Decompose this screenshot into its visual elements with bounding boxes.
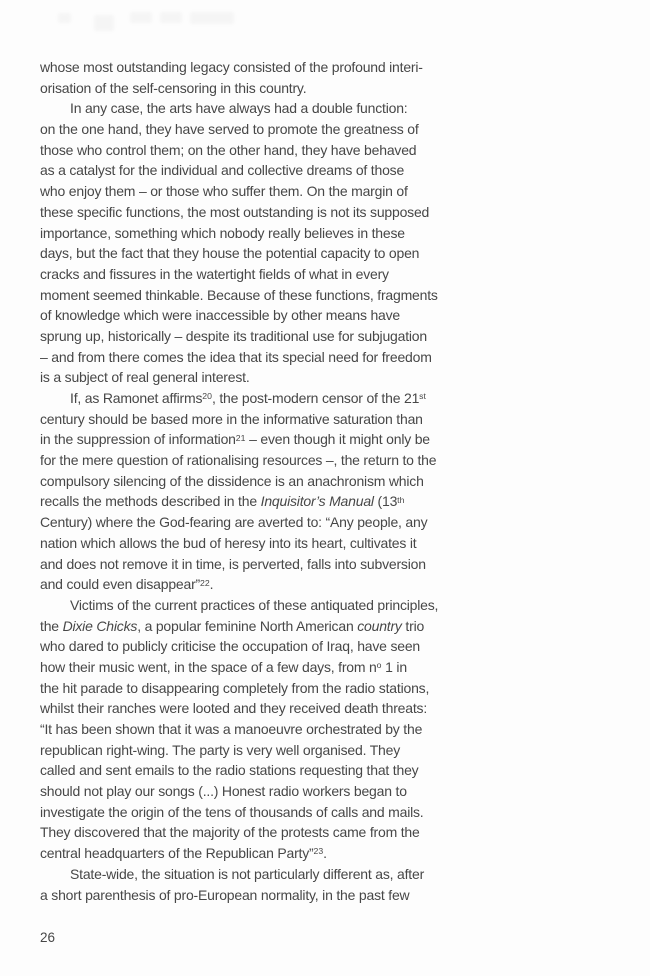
text-line: called and sent emails to the radio stations requesting that they: [40, 762, 419, 779]
text-line: a short parenthesis of pro-European normality, in the past few: [40, 886, 410, 903]
text-line: recalls the methods described in the Inquisitor’s Manual (13th: [40, 493, 405, 510]
text-line: is a subject of real general interest.: [40, 369, 250, 386]
text-line: orisation of the self-censoring in this country.: [40, 79, 307, 96]
text-line: sprung up, historically – despite its traditional use for subjugation: [40, 327, 427, 344]
text-line: days, but the fact that they house the potential capacity to open: [40, 245, 420, 262]
showthrough-artifact: [52, 8, 242, 34]
page-number: 26: [40, 930, 56, 945]
text-line: “It has been shown that it was a manoeuvre orchestrated by the: [40, 721, 423, 737]
text-line: – and from there comes the idea that its special need for freedom: [40, 348, 432, 365]
text-line: State-wide, the situation is not particularly different as, after: [70, 865, 425, 882]
text-line: whilst their ranches were looted and they received death threats:: [40, 700, 428, 717]
text-line: Century) where the God-fearing are averted to: “Any people, any: [40, 514, 428, 531]
text-line: who dared to publicly criticise the occupation of Iraq, have seen: [40, 638, 421, 655]
text-block: [40, 57, 440, 905]
text-line: In any case, the arts have always had a double function:: [70, 100, 408, 117]
text-line: central headquarters of the Republican Party”$^{23}$.: [40, 845, 327, 862]
text-line: as a catalyst for the individual and collective dreams of those: [40, 162, 405, 179]
text-line: importance, something which nobody really believes in these: [40, 224, 405, 241]
text-line: Victims of the current practices of these antiquated principles,: [70, 596, 439, 613]
text-line: republican right-wing. The party is very well organised. They: [40, 741, 401, 758]
text-line: the hit parade to disappearing completely from the radio stations,: [40, 679, 430, 696]
text-line: moment seemed thinkable. Because of these functions, fragments: [40, 286, 438, 303]
text-line: the Dixie Chicks, a popular feminine North American country trio: [40, 617, 425, 634]
text-line: compulsory silencing of the dissidence is an anachronism which: [40, 472, 424, 489]
text-line: for the mere question of rationalising resources –, the return to the: [40, 452, 437, 469]
text-line: who enjoy them – or those who suffer them. On the margin of: [40, 183, 408, 200]
text-line: how their music went, in the space of a few days, from $n^o$ 1 in: [40, 658, 407, 675]
text-line: nation which allows the bud of heresy into its heart, cultivates it: [40, 534, 417, 551]
text-line: should not play our songs (...) Honest radio workers began to: [40, 783, 407, 800]
text-line: these specific functions, the most outstanding is not its supposed: [40, 203, 430, 220]
text-line: those who control them; on the other hand, they have behaved: [40, 141, 417, 158]
text-line: in the suppression of information$^{21}$ – even though it might only be: [40, 431, 430, 448]
text-line: on the one hand, they have served to promote the greatness of: [40, 121, 419, 138]
text-line: They discovered that the majority of the protests came from the: [40, 824, 420, 841]
text-line: whose most outstanding legacy consisted of the profound interi-: [40, 59, 423, 75]
text-line: of knowledge which were inaccessible by other means have: [40, 307, 401, 324]
text-line: and could even disappear”$^{22}$.: [40, 576, 214, 593]
text-line: If, as Ramonet affirms$^{20}$, the post-modern censor of the 21st: [70, 390, 426, 406]
text-line: century should be based more in the informative saturation than: [40, 410, 423, 427]
text-line: investigate the origin of the tens of thousands of calls and mails.: [40, 803, 424, 820]
text-line: cracks and fissures in the watertight fields of what in every: [40, 265, 389, 282]
text-line: and does not remove it in time, is perverted, falls into subversion: [40, 555, 426, 572]
